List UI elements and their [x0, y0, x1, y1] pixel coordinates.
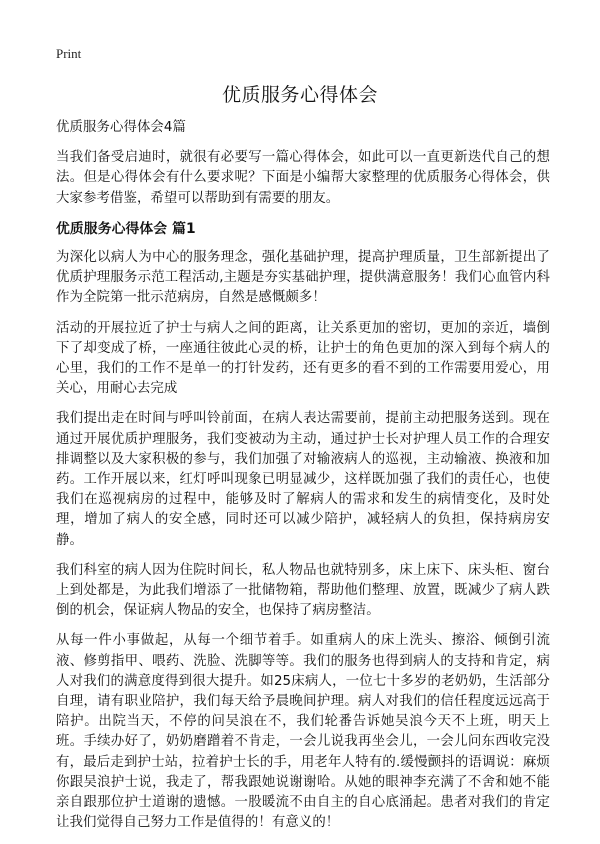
section-heading: 优质服务心得体会 篇1: [56, 220, 196, 237]
body-paragraph-3: 我们提出走在时间与呼叫铃前面，在病人表达需要前，提前主动把服务送到。现在通过开展优质护理服务，我们变被动为主动，通过护士长对护理人员工作的合理安排调整以及大家积极的参与，我们加强了对输液病人的巡视，主动输液、换液和加药。工作开展以来，红灯呼叫现象已明显减少，这样既加强了我们的责任心，也使我们在巡视病房的过程中，能够及时了解病人的需求和发生的病情变化，及时处理，增加了病人的安全感，同时还可以减少陪护，减轻病人的负担，保持病房安静。: [56, 411, 550, 548]
page-title: 优质服务心得体会: [221, 84, 378, 106]
document-body: [56, 118, 550, 844]
document-subtitle: 优质服务心得体会4篇: [56, 120, 187, 135]
print-label[interactable]: Print: [56, 46, 82, 61]
body-paragraph-2: 活动的开展拉近了护士与病人之间的距离，让关系更加的密切，更加的亲近，墙倒下了却变成了桥，一座通往彼此心灵的桥，让护士的角色更加的深入到每个病人的心里，我们的工作不是单一的打针发药，还有更多的看不到的工作需要用爱心，用关心，用耐心去完成: [56, 320, 550, 397]
body-paragraph-1: 为深化以病人为中心的服务理念，强化基础护理，提高护理质量，卫生部新提出了优质护理服务示范工程活动,主题是夯实基础护理，提供满意服务！我们心血管内科作为全院第一批示范病房，自然是感慨颇多！: [56, 250, 550, 306]
body-paragraph-5: 从每一件小事做起，从每一个细节着手。如重病人的床上洗头、擦浴、倾倒引流液、修剪指甲、喂药、洗脸、洗脚等等。我们的服务也得到病人的支持和肯定，病人对我们的满意度得到很大提升。如25床病人，一位七十多岁的老奶奶，生活部分自理，请有职业陪护，我们每天给予晨晚间护理。病人对我们的信任程度远远高于陪护。出院当天，不停的问吴浪在不，我们轮番告诉她吴浪今天不上班，明天上班。手续办好了，奶奶磨蹭着不肯走，一会儿说我再坐会儿，一会儿问东西收完没有，最后走到护士站，拉着护士长的手，用老年人特有的.缓慢颤抖的语调说：麻烦你跟吴浪护士说，我走了，帮我跟她说谢谢哈。从她的眼神李充满了不舍和她不能亲自跟那位护士道谢的遗憾。一股暖流不由自主的自心底涌起。患者对我们的肯定让我们觉得自己努力工作是值得的！有意义的！: [56, 633, 550, 831]
body-paragraph-4: 我们科室的病人因为住院时间长，私人物品也就特别多，床上床下、床头柜、窗台上到处都是，为此我们增添了一批储物箱，帮助他们整理、放置，既减少了病人跌倒的机会，保证病人物品的安全，也保持了病房整洁。: [56, 562, 550, 619]
intro-paragraph: 当我们备受启迪时，就很有必要写一篇心得体会，如此可以一直更新迭代自己的想法。但是心得体会有什么要求呢？下面是小编帮大家整理的优质服务心得体会，供大家参考借鉴，希望可以帮助到有需要的朋友。: [56, 150, 550, 206]
